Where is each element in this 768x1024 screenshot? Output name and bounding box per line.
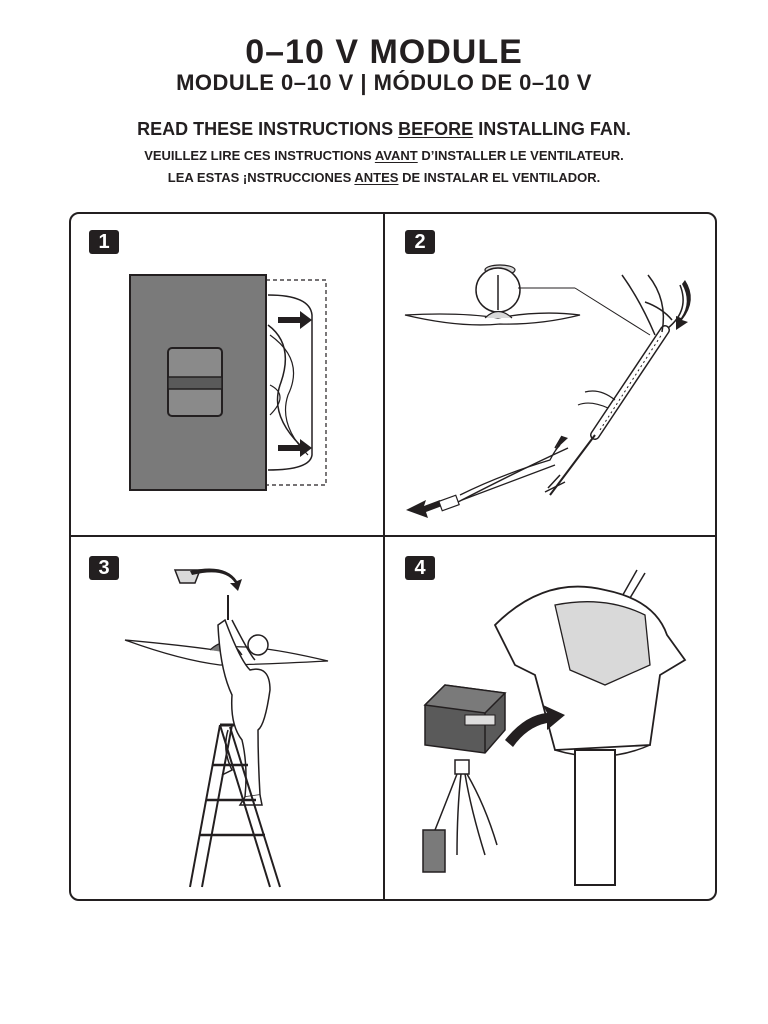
emphasis-avant: AVANT	[374, 148, 418, 163]
emphasis-before: BEFORE	[398, 119, 474, 139]
page-title: 0–10 V MODULE	[245, 33, 523, 71]
step-3-ladder-illustration	[120, 565, 335, 890]
step-4-badge: 4	[405, 556, 435, 580]
step-1-badge: 1	[89, 230, 119, 254]
step-1-switch-plate-illustration	[120, 265, 340, 500]
step-4-module-install-illustration	[405, 565, 700, 890]
step-2-badge: 2	[405, 230, 435, 254]
step-2-fan-wiring-illustration	[400, 260, 705, 525]
page-subtitle: MODULE 0–10 V | MÓDULO DE 0–10 V	[176, 70, 592, 95]
emphasis-antes: ANTES	[354, 170, 399, 185]
read-instructions-french: VEUILLEZ LIRE CES INSTRUCTIONS AVANT D’INSTALLER LE VENTILATEUR.	[144, 148, 624, 163]
grid-divider-vertical	[383, 213, 385, 901]
grid-divider-horizontal	[70, 535, 716, 537]
read-instructions-spanish: LEA ESTAS ¡NSTRUCCIONES ANTES DE INSTALAR EL VENTILADOR.	[167, 170, 601, 185]
read-instructions-english: READ THESE INSTRUCTIONS BEFORE INSTALLING FAN.	[137, 119, 631, 139]
step-3-badge: 3	[89, 556, 119, 580]
